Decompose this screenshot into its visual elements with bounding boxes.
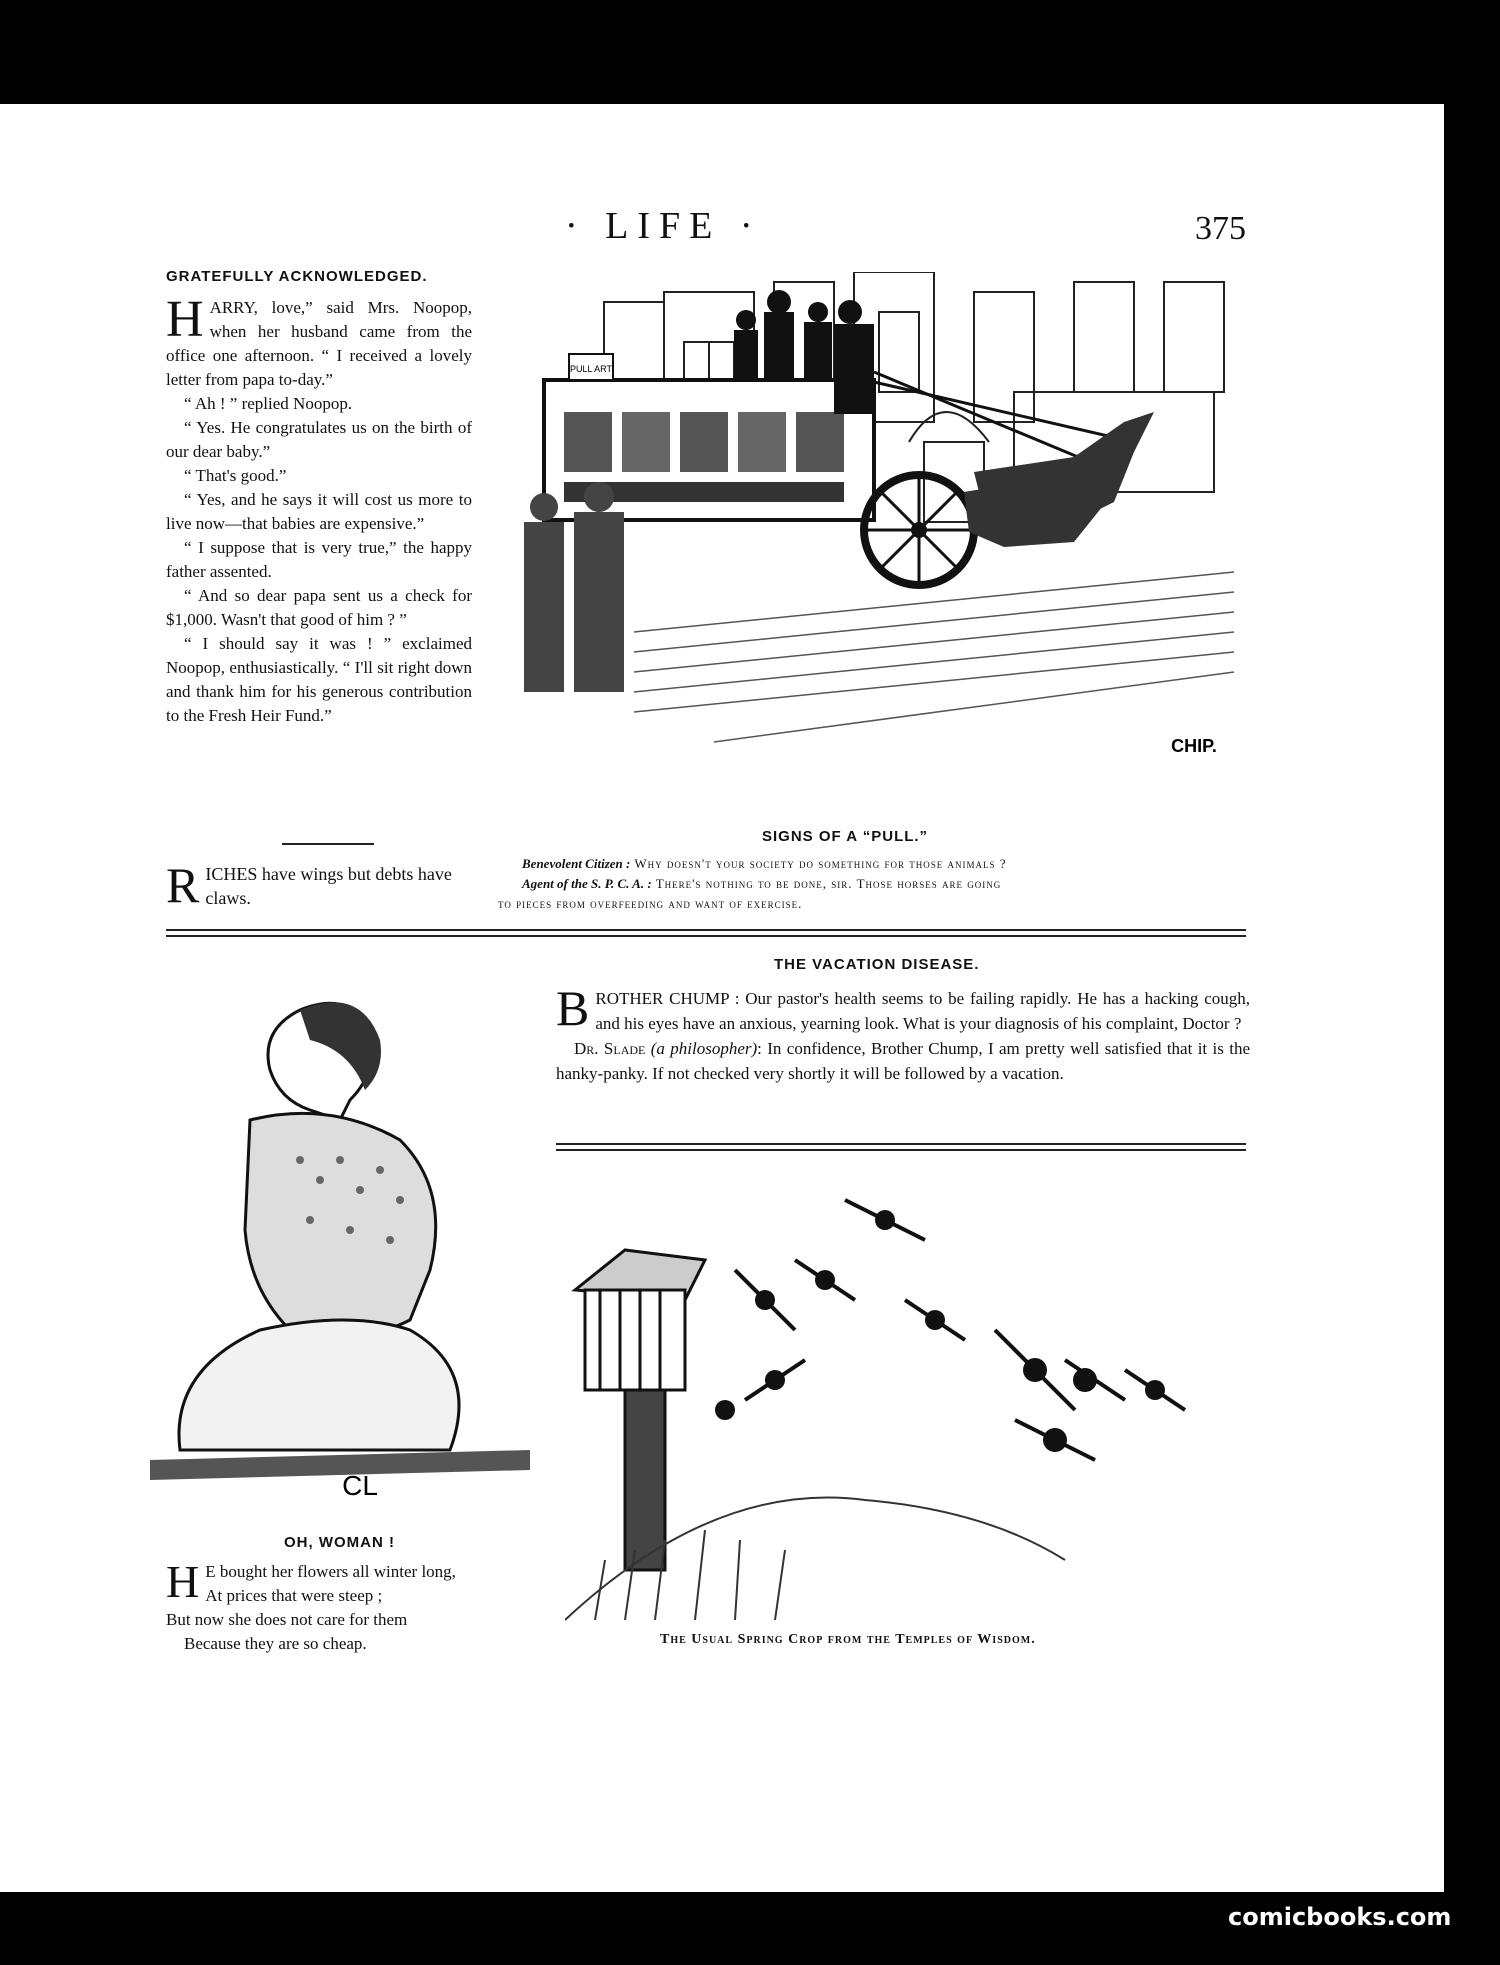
cartoon-title: SIGNS OF A “PULL.” — [762, 828, 929, 845]
article-body — [166, 291, 472, 728]
artist-signature: CHIP. — [1171, 736, 1217, 756]
poem-text: E bought her flowers all winter long, — [205, 1562, 456, 1581]
dropcap: B — [556, 980, 590, 1036]
article-paragraph: “ That's good.” — [184, 466, 287, 485]
article-paragraph: “ I suppose that is very true,” the happy father assented. — [166, 538, 472, 581]
caption-speaker: Benevolent Citizen : — [522, 856, 631, 871]
article-paragraph: “ Ah ! ” replied Noopop. — [184, 394, 353, 413]
wheel-spokes — [864, 475, 974, 585]
previous-page-edge — [0, 104, 50, 1892]
cartoon2-caption: The Usual Spring Crop from the Temples of Wisdom. — [660, 1632, 1036, 1647]
woman-bodice — [245, 1113, 436, 1338]
artist-signature: CL — [342, 1470, 378, 1500]
article-title: GRATEFULLY ACKNOWLEDGED. — [166, 268, 428, 285]
cartoon-caption-line-2 — [522, 874, 1262, 894]
masthead: · LIFE · — [565, 205, 762, 247]
bystanders — [524, 482, 624, 692]
dropcap: H — [166, 291, 204, 348]
vacation-paragraph — [556, 980, 1250, 1036]
cartoon-caption-line-1 — [522, 854, 1262, 874]
cobblestones — [634, 572, 1234, 742]
figure-wings — [735, 1200, 1185, 1460]
temple — [575, 1250, 705, 1570]
vacation-paragraph — [556, 1036, 1250, 1086]
poem-line: At prices that were steep ; — [205, 1586, 383, 1605]
article-paragraph — [166, 291, 472, 392]
woman-illustration — [150, 990, 530, 1500]
caption-text: There's nothing to be done, sir. Those horses are going — [655, 876, 1002, 891]
poem-line: But now she does not care for them — [166, 1610, 408, 1629]
woman-skirt — [179, 1320, 459, 1450]
coach-sign-text: PULL ART — [569, 364, 613, 374]
caption-speaker: Agent of the S. P. C. A. : — [522, 876, 652, 891]
caption-text: Why doesn't your society do something for those animals ? — [634, 856, 1007, 871]
dropcap: H — [166, 1556, 200, 1607]
watermark: comicbooks.com — [1228, 1903, 1452, 1931]
horses — [964, 412, 1154, 547]
coach-cartoon — [514, 272, 1252, 782]
paragraph-text: : In confidence, Brother Chump, I am pretty well satisfied that it is the hanky-panky. If not checked very shortly it will be followed by a vacation. — [556, 1039, 1250, 1083]
article-paragraph: “ And so dear papa sent us a check for $1,000. Wasn't that good of him ? ” — [166, 586, 472, 629]
article-paragraph: “ I should say it was ! ” exclaimed Noopop, enthusiastically. “ I'll sit right down and thank him for his generous contribution to the Fresh Heir Fund.” — [166, 634, 472, 725]
riches-epigram — [166, 857, 476, 913]
short-divider — [282, 843, 374, 845]
speaker: Dr. Slade — [574, 1039, 646, 1058]
flying-figures — [715, 1210, 1165, 1452]
poem-line: Because they are so cheap. — [184, 1634, 367, 1653]
vacation-divider-bottom — [556, 1149, 1246, 1151]
article-paragraph: “ Yes. He congratulates us on the birth of our dear baby.” — [166, 418, 472, 461]
speaker-role: (a philosopher) — [650, 1039, 758, 1058]
page-number: 375 — [1195, 210, 1246, 247]
vacation-title: THE VACATION DISEASE. — [774, 956, 980, 973]
vacation-body — [556, 980, 1250, 1086]
dropcap: R — [166, 857, 200, 913]
ground-ledge — [150, 1450, 530, 1480]
poem — [166, 1556, 546, 1656]
paragraph-text: ROTHER CHUMP : Our pastor's health seems to be failing rapidly. He has a hacking cough, and his eyes have an anxious, yearning look. What is your diagnosis of his complaint, Doctor ? — [595, 989, 1250, 1033]
paragraph-text: ARRY, love,” said Mrs. Noopop, when her husband came from the office one afternoon. “ I received a lovely letter from papa to-day.” — [166, 298, 472, 389]
article-paragraph: “ Yes, and he says it will cost us more to live now—that babies are expensive.” — [166, 490, 472, 533]
vacation-divider-top — [556, 1143, 1246, 1145]
epigram-text: ICHES have wings but debts have claws. — [205, 864, 452, 908]
temple-cartoon — [565, 1180, 1245, 1630]
cartoon-caption-line-3: to pieces from overfeeding and want of exercise. — [498, 896, 803, 911]
poem-title: OH, WOMAN ! — [284, 1534, 395, 1551]
section-divider-bottom — [166, 935, 1246, 937]
section-divider-top — [166, 929, 1246, 931]
